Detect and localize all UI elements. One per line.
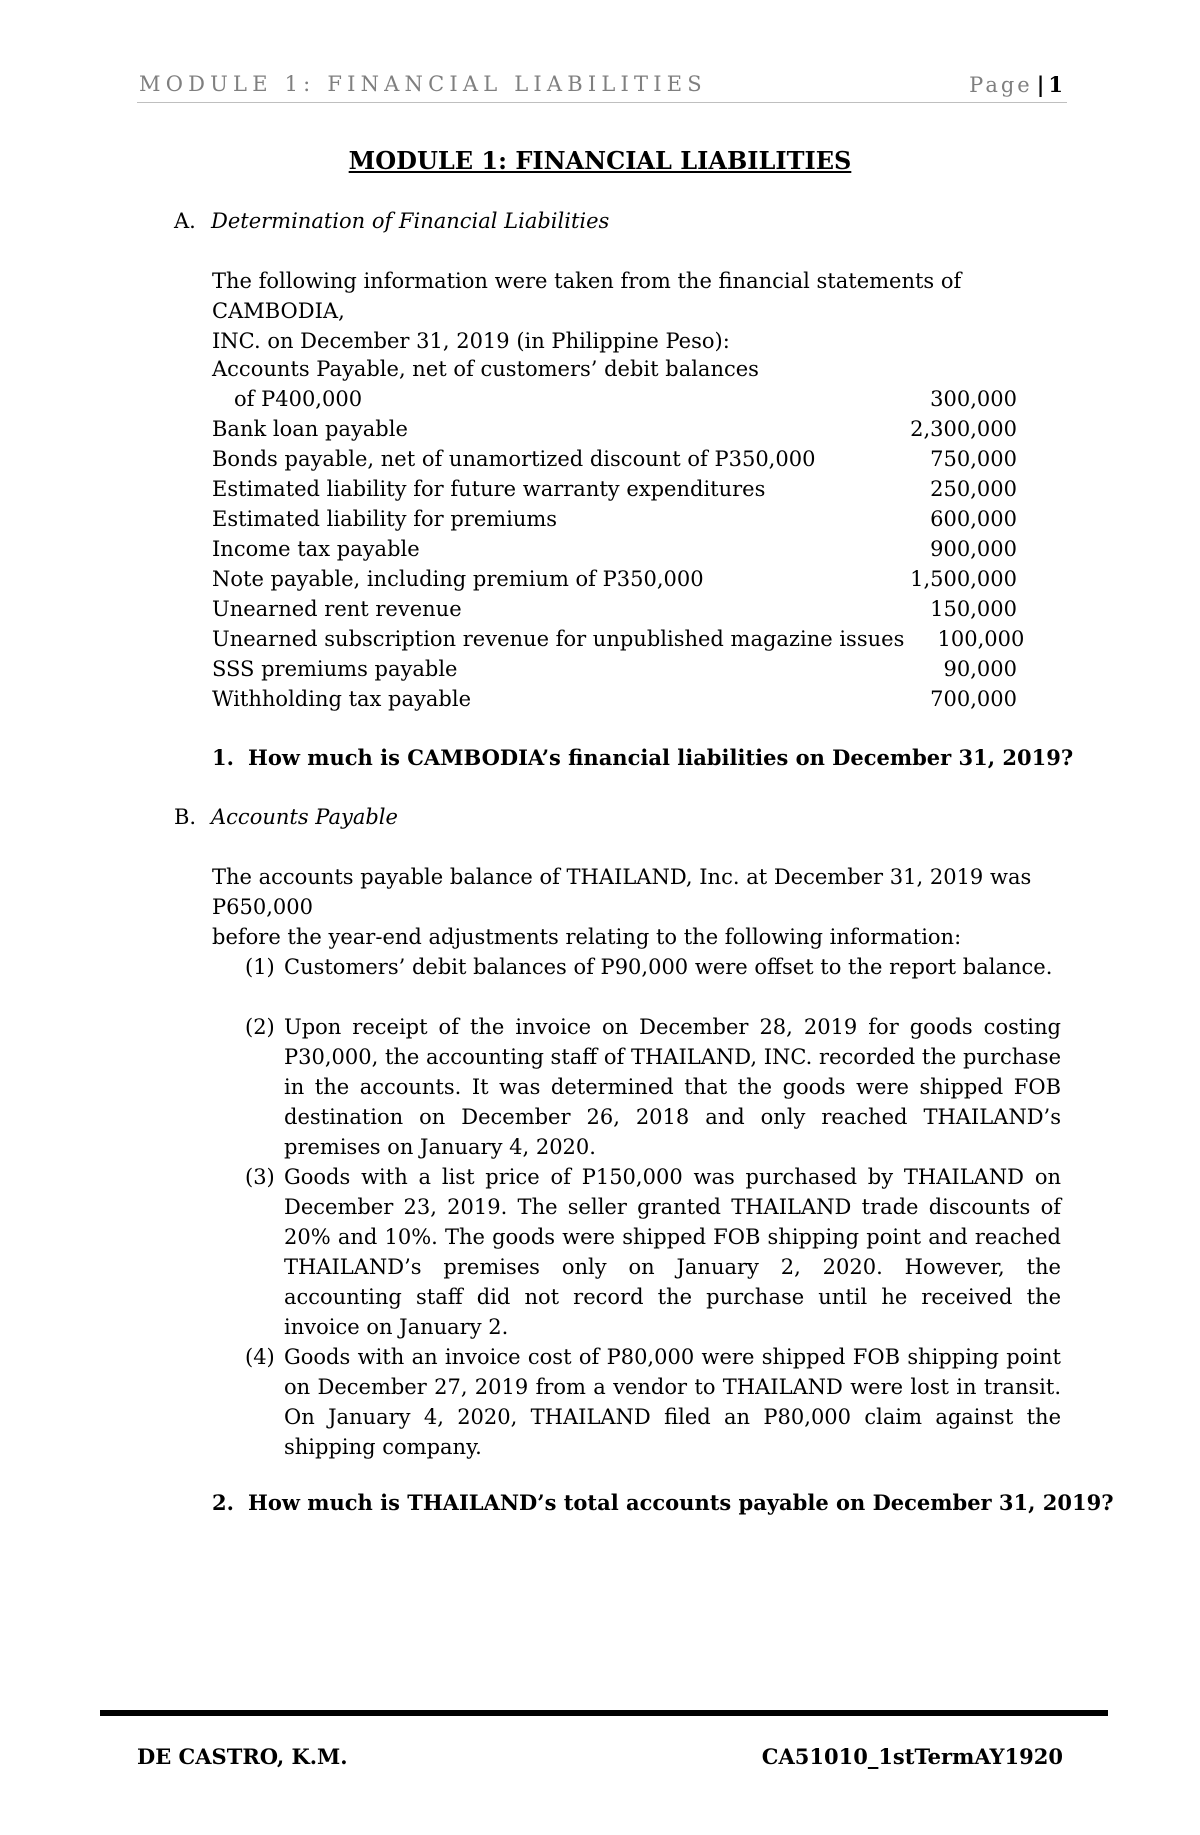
liability-amount: 1,500,000: [910, 567, 1017, 591]
liability-amount: 2,300,000: [910, 417, 1017, 441]
liability-row: [212, 444, 1017, 474]
section-a-intro: [212, 266, 1070, 356]
liability-row: [212, 654, 1017, 684]
section-a-title: Determination of Financial Liabilities: [211, 209, 610, 233]
adjustment-number: (1): [245, 955, 275, 979]
liability-row: [212, 534, 1017, 564]
question-2: [212, 1490, 1114, 1515]
liability-label: Withholding tax payable: [212, 687, 471, 711]
question-number: 1.: [212, 745, 234, 770]
liability-amount: 700,000: [930, 687, 1017, 711]
section-b-letter: B.: [174, 805, 197, 829]
liability-row: [212, 384, 1017, 414]
adjustment-text: Goods with a list price of P150,000 was purchased by THAILAND on December 23, 2019. The seller granted THAILAND trade discounts of 20% and 10%. The goods were shipped FOB shipping point and reached THAILAND’s premises only on January 2, 2020. However, the accounting staff did not record the purchase until he received the invoice on January 2.: [284, 1165, 1061, 1339]
section-b-intro-line: The accounts payable balance of THAILAND, Inc. at December 31, 2019 was P650,000: [212, 865, 1032, 919]
liability-label: Bonds payable, net of unamortized discount of P350,000: [212, 447, 816, 471]
liability-amount: 300,000: [930, 387, 1017, 411]
liabilities-list: [212, 354, 1025, 714]
page-header: [137, 72, 1067, 103]
liability-label: Income tax payable: [212, 537, 420, 561]
liability-row: [212, 624, 1025, 654]
adjustment-text: Upon receipt of the invoice on December 28, 2019 for goods costing P30,000, the accounting staff of THAILAND, INC. recorded the purchase in the accounts. It was determined that the goods were shipped FOB destination on December 26, 2018 and only reached THAILAND’s premises on January 4, 2020.: [284, 1015, 1062, 1159]
header-page-indicator: [969, 72, 1063, 97]
liability-label: Unearned subscription revenue for unpublished magazine issues: [212, 627, 905, 651]
section-b-intro: [212, 862, 1070, 952]
document-title: MODULE 1: FINANCIAL LIABILITIES: [348, 146, 852, 175]
adjustment-number: (2): [245, 1015, 275, 1039]
question-text: How much is THAILAND’s total accounts payable on December 31, 2019?: [248, 1490, 1114, 1515]
footer-divider: [100, 1710, 1108, 1716]
liability-amount: 600,000: [930, 507, 1017, 531]
liability-row: [212, 414, 1017, 444]
liability-amount: 100,000: [937, 627, 1025, 651]
liability-amount: 150,000: [930, 597, 1017, 621]
liability-amount: 250,000: [930, 477, 1017, 501]
liability-label: Accounts Payable, net of customers’ debit balances: [212, 357, 759, 381]
liability-row: [212, 354, 1017, 384]
section-b-intro-line: before the year-end adjustments relating to the following information:: [212, 925, 962, 949]
adjustment-number: (3): [245, 1165, 275, 1189]
liability-label: SSS premiums payable: [212, 657, 458, 681]
adjustment-text: Goods with an invoice cost of P80,000 were shipped FOB shipping point on December 27, 2019 from a vendor to THAILAND were lost in transit. On January 4, 2020, THAILAND filed an P80,000 claim against the shipping company.: [284, 1345, 1061, 1459]
section-a-intro-line: The following information were taken from the financial statements of CAMBODIA,: [212, 269, 962, 323]
adjustment-number: (4): [245, 1345, 275, 1369]
liability-label: Estimated liability for premiums: [212, 507, 558, 531]
page-separator: |: [1036, 72, 1045, 97]
liability-label: Estimated liability for future warranty expenditures: [212, 477, 766, 501]
section-a-letter: A.: [174, 209, 196, 233]
page-label: Page: [969, 73, 1033, 97]
page-number: 1: [1048, 72, 1063, 97]
section-b-heading: [174, 805, 398, 829]
liability-row: [212, 504, 1017, 534]
liability-row: [212, 474, 1017, 504]
section-a-intro-line: INC. on December 31, 2019 (in Philippine Peso):: [212, 329, 730, 353]
footer-course-code: CA51010_1stTermAY1920: [761, 1744, 1063, 1769]
liability-label: of P400,000: [234, 387, 363, 411]
adjustment-item: [245, 1342, 1061, 1462]
liability-amount: 90,000: [943, 657, 1017, 681]
adjustment-item: [245, 1012, 1061, 1162]
liability-label: Bank loan payable: [212, 417, 408, 441]
liability-row: [212, 594, 1017, 624]
liability-label: Note payable, including premium of P350,000: [212, 567, 704, 591]
liability-amount: 900,000: [930, 537, 1017, 561]
section-b-title: Accounts Payable: [211, 805, 398, 829]
question-number: 2.: [212, 1490, 234, 1515]
liability-amount: 750,000: [930, 447, 1017, 471]
liability-row: [212, 684, 1017, 714]
adjustment-item: [245, 952, 1061, 982]
footer-author: DE CASTRO, K.M.: [137, 1744, 348, 1769]
liability-row: [212, 564, 1017, 594]
liability-amount: [897, 354, 1017, 384]
adjustment-text: Customers’ debit balances of P90,000 were offset to the report balance.: [284, 955, 1053, 979]
liability-label: Unearned rent revenue: [212, 597, 462, 621]
question-text: How much is CAMBODIA’s financial liabilities on December 31, 2019?: [248, 745, 1074, 770]
question-1: [212, 745, 1073, 770]
adjustment-item: [245, 1162, 1061, 1342]
header-title: MODULE 1: FINANCIAL LIABILITIES: [139, 72, 707, 96]
section-a-heading: [174, 209, 609, 233]
